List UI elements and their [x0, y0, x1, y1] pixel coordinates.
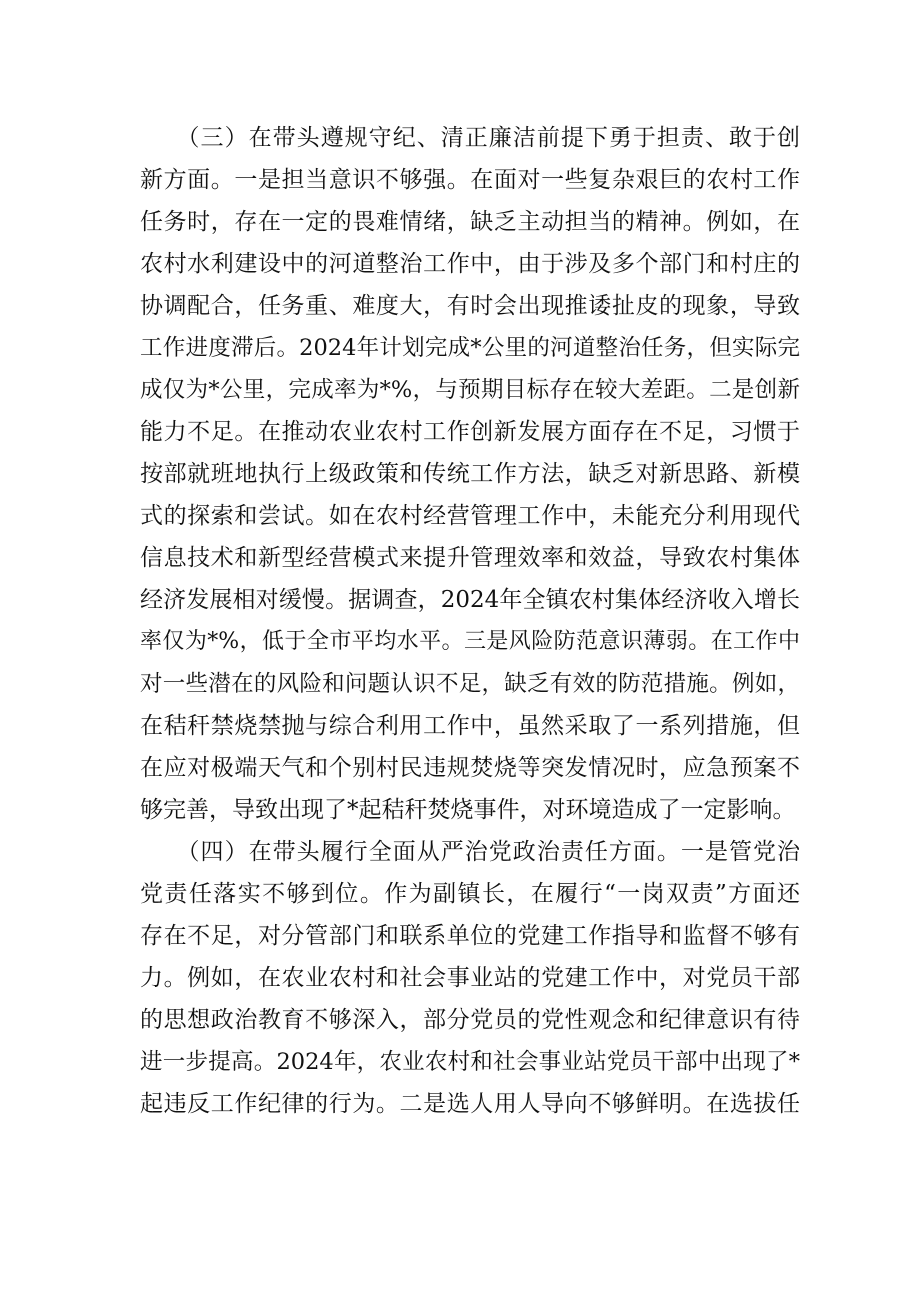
text-line: 协调配合，任务重、难度大，有时会出现推诿扯皮的现象，导致 — [140, 293, 800, 319]
text-line: 新方面。一是担当意识不够强。在面对一些复杂艰巨的农村工作 — [140, 167, 800, 193]
text-line: 成仅为*公里，完成率为*%，与预期目标存在较大差距。二是创新 — [140, 377, 800, 403]
text-line: 存在不足，对分管部门和联系单位的党建工作指导和监督不够有 — [140, 923, 800, 949]
text-line: 力。例如，在农业农村和社会事业站的党建工作中，对党员干部 — [140, 965, 800, 991]
text-line: 能力不足。在推动农业农村工作创新发展方面存在不足，习惯于 — [140, 419, 800, 445]
text-line: 任务时，存在一定的畏难情绪，缺乏主动担当的精神。例如，在 — [140, 209, 800, 235]
text-line: 按部就班地执行上级政策和传统工作方法，缺乏对新思路、新模 — [140, 461, 800, 487]
text-line: 经济发展相对缓慢。据调查，2024年全镇农村集体经济收入增长 — [140, 587, 800, 613]
text-line: 信息技术和新型经营模式来提升管理效率和效益，导致农村集体 — [140, 545, 800, 571]
text-line: 工作进度滞后。2024年计划完成*公里的河道整治任务，但实际完 — [140, 335, 800, 361]
text-line: 党责任落实不够到位。作为副镇长，在履行“一岗双责”方面还 — [140, 881, 800, 907]
text-line: 农村水利建设中的河道整治工作中，由于涉及多个部门和村庄的 — [140, 251, 800, 277]
text-line: 进一步提高。2024年，农业农村和社会事业站党员干部中出现了* — [140, 1049, 800, 1075]
paragraph-4-heading-line: （四）在带头履行全面从严治党政治责任方面。一是管党治 — [140, 839, 800, 865]
text-line: 对一些潜在的风险和问题认识不足，缺乏有效的防范措施。例如， — [140, 671, 800, 697]
text-line: 在应对极端天气和个别村民违规焚烧等突发情况时，应急预案不 — [140, 755, 800, 781]
paragraph-3-heading-line: （三）在带头遵规守纪、清正廉洁前提下勇于担责、敢于创 — [140, 125, 800, 151]
text-line: 式的探索和尝试。如在农村经营管理工作中，未能充分利用现代 — [140, 503, 800, 529]
text-line: 在秸秆禁烧禁抛与综合利用工作中，虽然采取了一系列措施，但 — [140, 713, 800, 739]
document-body — [140, 117, 800, 1125]
text-line: 够完善，导致出现了*起秸秆焚烧事件，对环境造成了一定影响。 — [140, 797, 796, 823]
text-line: 率仅为*%，低于全市平均水平。三是风险防范意识薄弱。在工作中 — [140, 629, 800, 654]
text-line: 起违反工作纪律的行为。二是选人用人导向不够鲜明。在选拔任 — [140, 1091, 800, 1117]
text-line: 的思想政治教育不够深入，部分党员的党性观念和纪律意识有待 — [140, 1007, 800, 1033]
